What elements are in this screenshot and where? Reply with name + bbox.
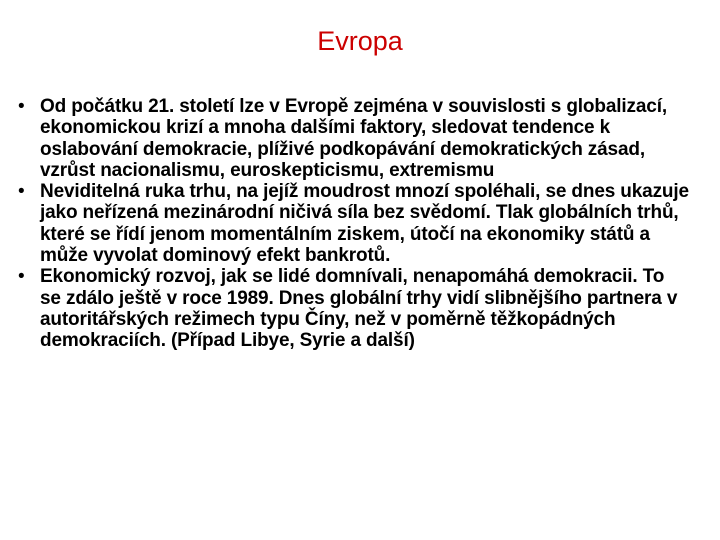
bullet-item — [18, 181, 690, 266]
bullet-icon: • — [18, 266, 25, 288]
slide-title: Evropa — [317, 26, 403, 56]
bullet-item — [18, 96, 690, 181]
bullet-icon: • — [18, 96, 25, 117]
bullet-item — [18, 266, 690, 351]
bullet-icon: • — [18, 181, 25, 203]
bullet-text: Ekonomický rozvoj, jak se lidé domnívali, nenapomáhá demokracii. To se zdálo ještě v roce 1989. Dnes globální trhy vidí slibnějšího partnera v autoritářských režimech typu Číny, než v poměrně těžkopádných demokraciích. (Případ Libye, Syrie a další) — [40, 266, 678, 352]
bullet-text: Od počátku 21. století lze v Evropě zejména v souvislosti s globalizací, ekonomickou krizí a mnoha dalšími faktory, sledovat tendence k oslabování demokracie, plíživé podkopávání demokratických zásad, vzrůst nacionalismu, euroskepticismu, extremismu — [40, 96, 667, 181]
bullet-list — [18, 96, 690, 352]
bullet-text: Neviditelná ruka trhu, na jejíž moudrost mnozí spoléhali, se dnes ukazuje jako neřízená mezinárodní ničivá síla bez svědomí. Tlak globálních trhů, které se řídí jenom momentálním ziskem, útočí na ekonomiky států a může vyvolat dominový efekt bankrotů. — [40, 181, 689, 267]
